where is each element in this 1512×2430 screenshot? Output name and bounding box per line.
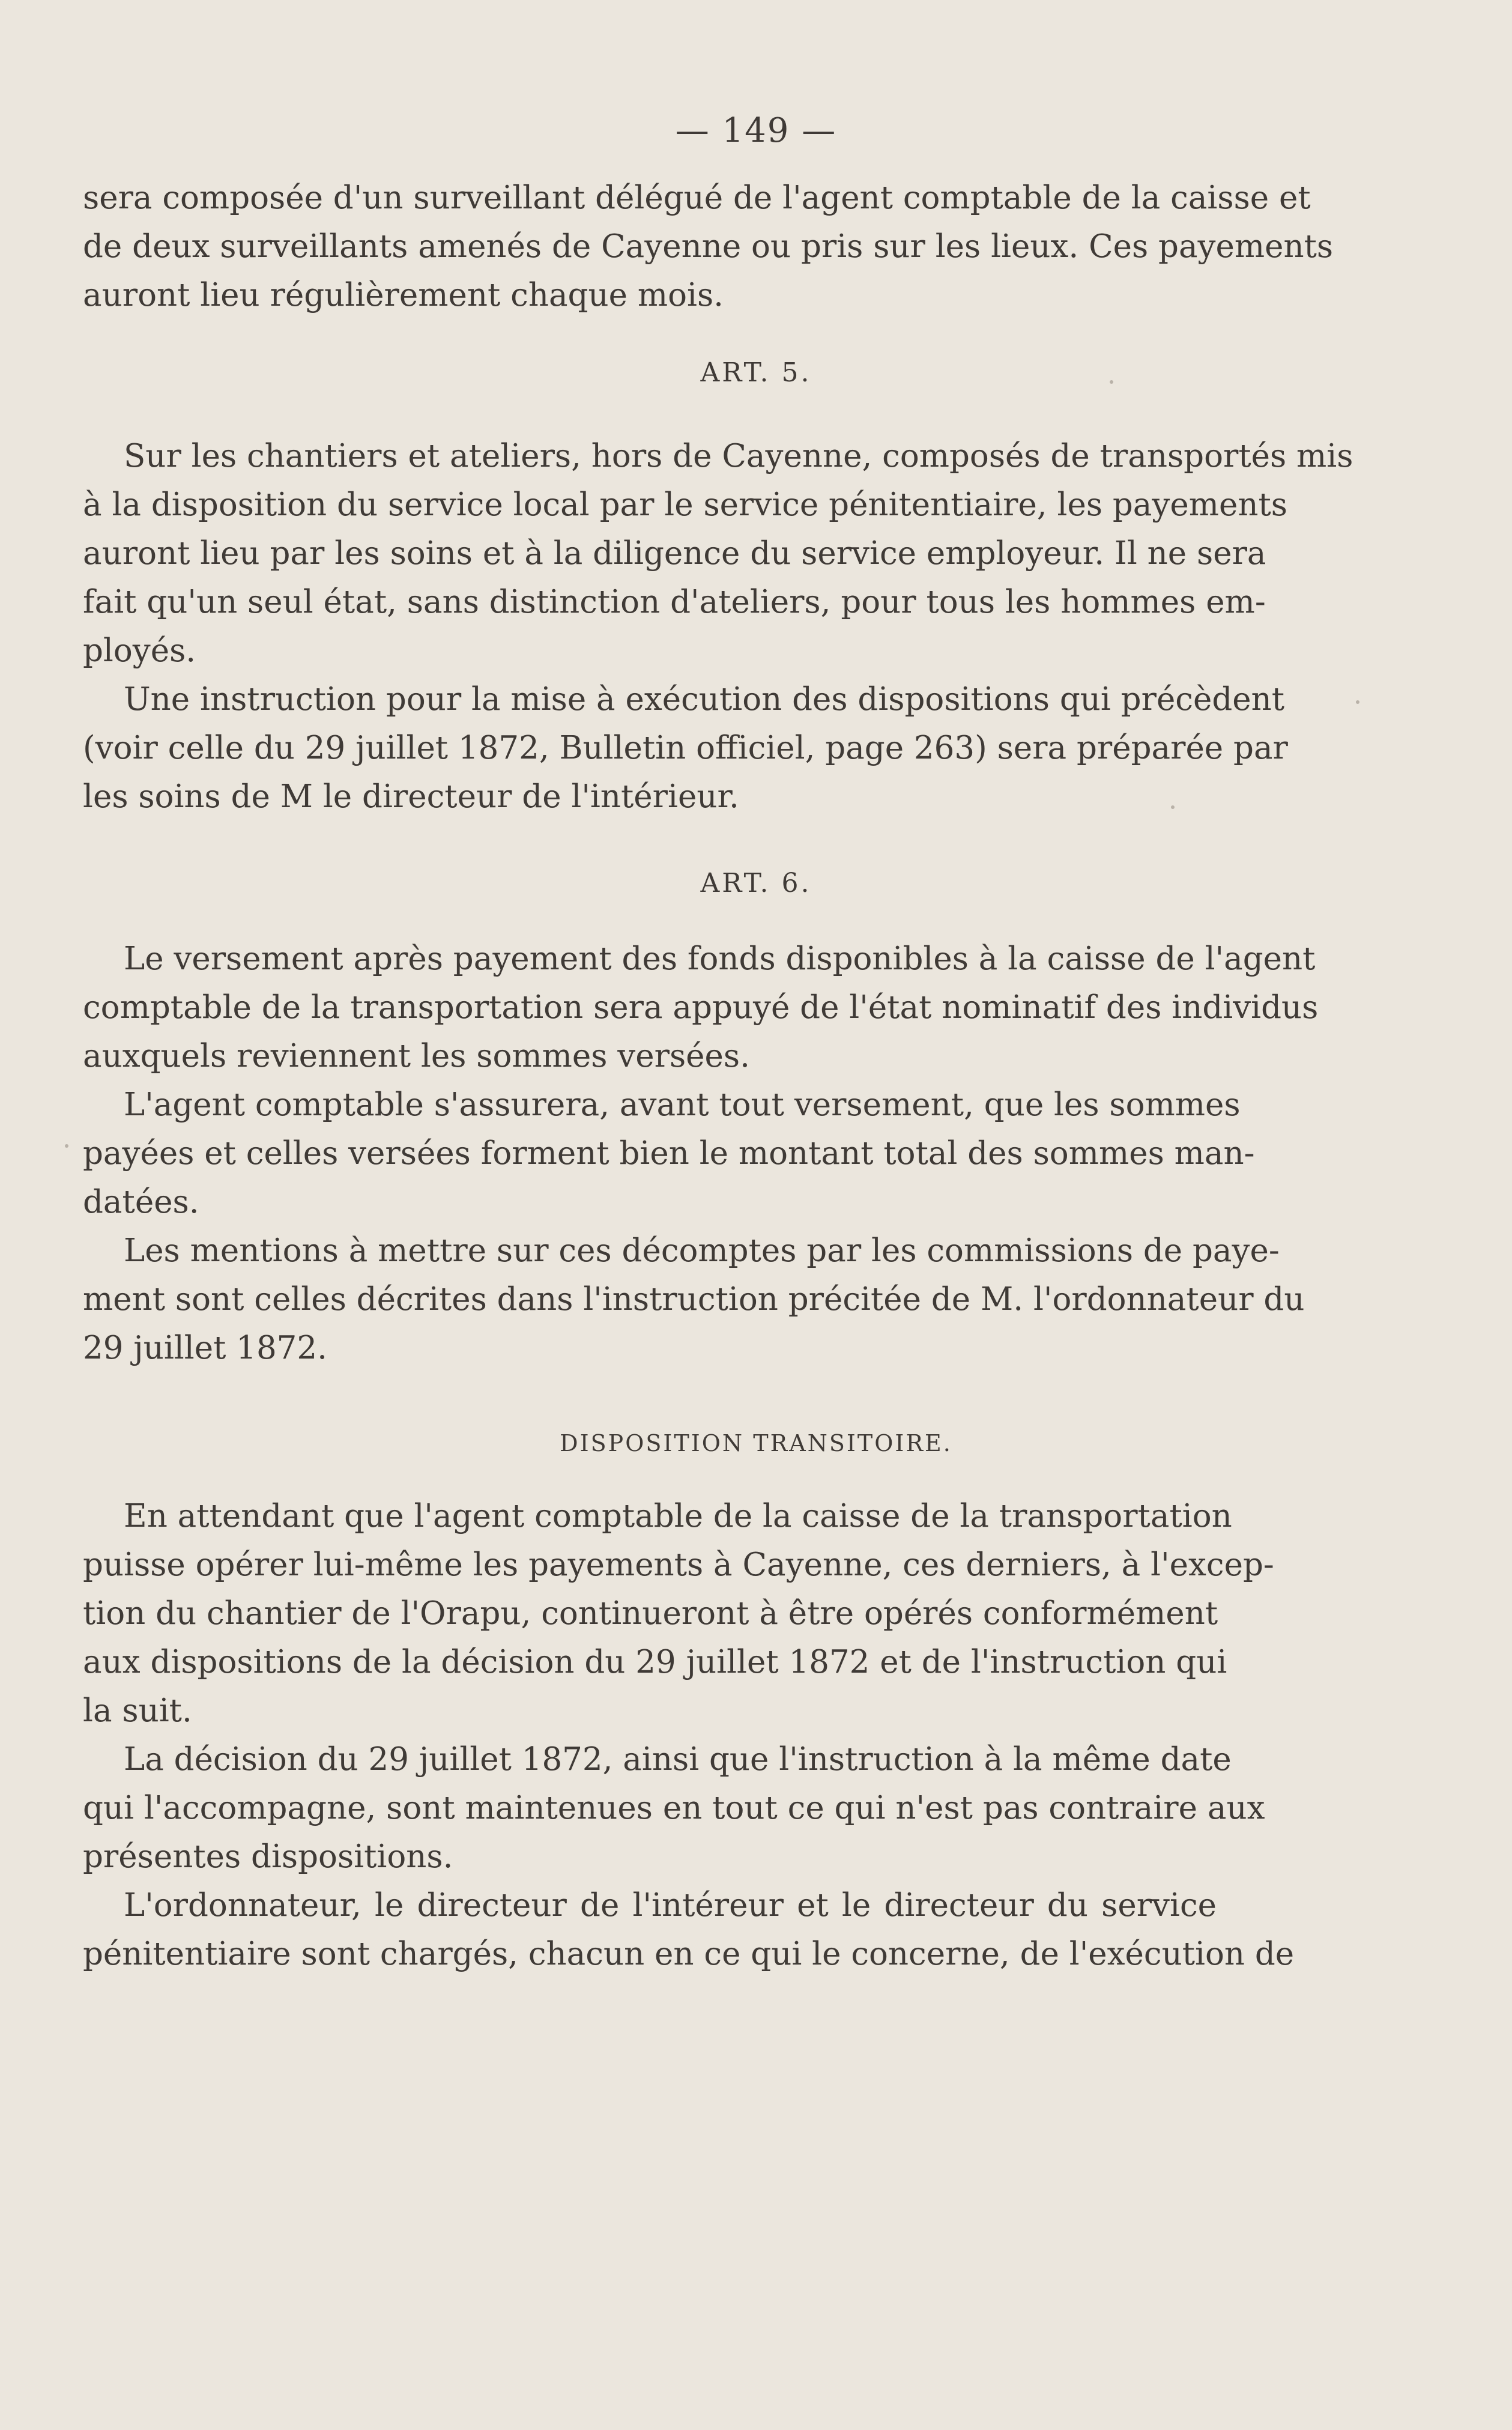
text-line: qui l'accompagne, sont maintenues en tout ce qui n'est pas contraire aux — [83, 1790, 1265, 1826]
paper-speck — [1110, 380, 1113, 384]
text-line: La décision du 29 juillet 1872, ainsi que l'instruction à la même date — [124, 1741, 1232, 1778]
text-line: auront lieu par les soins et à la diligence du service employeur. Il ne sera — [83, 535, 1266, 572]
text-line: (voir celle du 29 juillet 1872, Bulletin officiel, page 263) sera préparée par — [83, 730, 1288, 766]
text-line: En attendant que l'agent comptable de la caisse de la transportation — [124, 1498, 1232, 1535]
text-line: sera composée d'un surveillant délégué de l'agent comptable de la caisse et — [83, 180, 1311, 216]
article-6-body — [83, 935, 1319, 1372]
text-line: présentes dispositions. — [83, 1838, 453, 1875]
text-line: comptable de la transportation sera appuyé de l'état nominatif des individus — [83, 989, 1319, 1026]
text-line: la suit. — [83, 1692, 192, 1729]
text-line: tion du chantier de l'Orapu, continueront à être opérés conformément — [83, 1595, 1218, 1632]
text-line: auront lieu régulièrement chaque mois. — [83, 277, 724, 314]
text-line: Le versement après payement des fonds disponibles à la caisse de l'agent — [124, 941, 1316, 977]
paper-speck — [1171, 805, 1175, 809]
text-line: datées. — [83, 1184, 199, 1220]
text-line: 29 juillet 1872. — [83, 1330, 327, 1366]
transitional-provision-heading: DISPOSITION TRANSITOIRE. — [560, 1430, 952, 1456]
text-line: pénitentiaire sont chargés, chacun en ce qui le concerne, de l'exécution de — [83, 1936, 1295, 1972]
text-line: à la disposition du service local par le service pénitentiaire, les payements — [83, 486, 1287, 523]
text-line: L'agent comptable s'assurera, avant tout versement, que les sommes — [124, 1086, 1241, 1123]
text-line: ment sont celles décrites dans l'instruction précitée de M. l'ordonnateur du — [83, 1281, 1305, 1318]
text-line: fait qu'un seul état, sans distinction d'ateliers, pour tous les hommes em- — [83, 584, 1266, 620]
text-line: auxquels reviennent les sommes versées. — [83, 1038, 750, 1074]
transitional-provision-body — [83, 1492, 1295, 1978]
text-line: Les mentions à mettre sur ces décomptes par les commissions de paye- — [124, 1232, 1280, 1269]
page-number: — 149 — — [675, 111, 837, 150]
paper-speck — [65, 1144, 68, 1148]
paper-speck — [1356, 700, 1359, 704]
text-line: L'ordonnateur, le directeur de l'intéreur et le directeur du service — [124, 1887, 1217, 1924]
text-line: aux dispositions de la décision du 29 juillet 1872 et de l'instruction qui — [83, 1644, 1227, 1680]
article-5-heading: ART. 5. — [700, 357, 812, 388]
article-6-heading: ART. 6. — [700, 868, 812, 898]
text-line: payées et celles versées forment bien le montant total des sommes man- — [83, 1135, 1255, 1172]
article-5-body — [83, 432, 1353, 821]
text-line: de deux surveillants amenés de Cayenne ou pris sur les lieux. Ces payements — [83, 228, 1334, 265]
text-line: Une instruction pour la mise à exécution des dispositions qui précèdent — [124, 681, 1285, 718]
paragraph-continuation — [83, 174, 1334, 320]
text-line: ployés. — [83, 632, 196, 669]
text-line: Sur les chantiers et ateliers, hors de Cayenne, composés de transportés mis — [124, 438, 1353, 474]
text-line: puisse opérer lui-même les payements à Cayenne, ces derniers, à l'excep- — [83, 1547, 1274, 1583]
text-line: les soins de M le directeur de l'intérieur. — [83, 778, 739, 815]
